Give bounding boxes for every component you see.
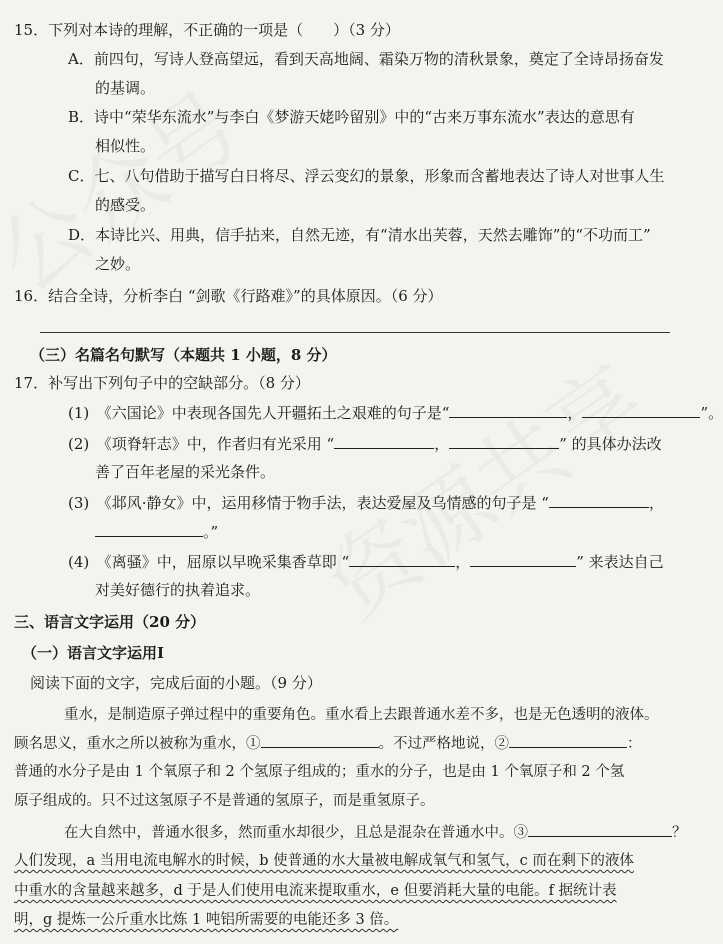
q16-stem: 16．结合全诗，分析李白 “剑歌《行路难》”的具体原因。（6 分） [14, 287, 443, 305]
q15-option-a: A．前四句，写诗人登高望远，看到天高地阔、霜染万物的清秋景象，奠定了全诗昂扬奋发 [68, 50, 664, 68]
close-quote: ”。 [700, 404, 723, 422]
blank-field[interactable] [449, 434, 559, 449]
passage-line: 普通的水分子是由 1 个氧原子和 2 个氢原子组成的；重水的分子，也是由 1 个氧原子和 2 个氢 [14, 764, 625, 780]
watermark [295, 329, 664, 642]
close-quote: 。” [203, 523, 219, 541]
blank-field[interactable] [449, 403, 567, 418]
comma: ， [648, 494, 664, 512]
q17-item-3-text: (3) 《邶风·静女》中，运用移情于物手法，表达爱屋及乌情感的句子是 “ [68, 494, 549, 512]
passage-text: 在大自然中，普通水很多，然而重水却很少，且总是混杂在普通水中。③ [64, 825, 528, 841]
passage-text: 。不过严格地说，② [378, 736, 509, 752]
q15-option-b: B．诗中“荣华东流水”与李白《梦游天姥吟留别》中的“古来万事东流水”表达的意思有 [68, 108, 635, 126]
comma: ， [567, 404, 583, 422]
q17-item-1-text: (1) 《六国论》中表现各国先人开疆拓土之艰难的句子是“ [68, 404, 450, 422]
passage-text: ： [627, 736, 642, 752]
blank-field[interactable] [95, 522, 203, 537]
q17-item-4 [68, 552, 664, 572]
q17-item-3-cont [95, 522, 218, 542]
q17-item-4-text: (4) 《离骚》中，屈原以早晚采集香草即 “ [68, 553, 350, 571]
passage-line: 重水，是制造原子弹过程中的重要角色。重水看上去跟普通水差不多，也是无色透明的液体。 [64, 707, 659, 723]
q15-option-c: C．七、八句借助于描写白日将尽、浮云变幻的景象，形象而含蓄地表达了诗人对世事人生 [68, 167, 665, 185]
q17-item-4-cont: 对美好德行的执着追求。 [95, 581, 261, 599]
blank-field[interactable] [582, 403, 700, 418]
q17-item-2-text: (2) 《项脊轩志》中，作者归有光采用 “ [68, 435, 335, 453]
passage-line [14, 733, 642, 754]
q15-option-a-cont: 的基调。 [95, 79, 156, 97]
subsection-title: （一）语言文字运用I [22, 644, 165, 662]
blank-field[interactable] [334, 434, 434, 449]
q17-stem: 17．补写出下列句子中的空缺部分。（8 分） [14, 374, 310, 392]
q15-option-b-cont: 相似性。 [95, 137, 156, 155]
blank-field[interactable] [349, 552, 455, 567]
section-title: （三）名篇名句默写（本题共 1 小题，8 分） [30, 346, 337, 364]
q17-item-2 [68, 434, 662, 454]
blank-field[interactable] [549, 493, 649, 508]
blank-field[interactable] [470, 552, 576, 567]
q15-stem: 15．下列对本诗的理解，不正确的一项是（ ）（3 分） [14, 21, 400, 39]
comma: ， [434, 435, 450, 453]
instruction: 阅读下面的文字，完成后面的小题。（9 分） [30, 674, 322, 692]
q15-option-d: D．本诗比兴、用典，信手拈来，自然无迹，有“清水出芙蓉，天然去雕饰”的“不功而工” [68, 226, 651, 244]
comma: ， [455, 553, 471, 571]
q15-option-d-cont: 之妙。 [95, 255, 141, 273]
passage-line [64, 822, 687, 843]
passage-text: ？ [672, 825, 687, 841]
q17-item-3 [68, 493, 664, 513]
passage-line: 原子组成的。只不过这氢原子不是普通的氢原子，而是重氢原子。 [14, 793, 435, 809]
q17-item-2-tail: ” 的具体办法改 [559, 435, 662, 453]
passage-text: 顾名思义，重水之所以被称为重水，① [14, 736, 261, 752]
q17-item-1 [68, 403, 723, 423]
q15-option-c-cont: 的感受。 [95, 196, 156, 214]
q17-item-4-tail: ” 来表达自己 [576, 553, 664, 571]
passage-line-underlined: 人们发现，a 当用电流电解水的时候，b 使普通的水大量被电解成氧气和氢气，c 而在剩下的液体 [14, 853, 634, 869]
blank-field[interactable] [509, 733, 627, 748]
blank-field[interactable] [528, 822, 672, 837]
part-title: 三、语言文字运用（20 分） [14, 613, 206, 631]
passage-line-underlined: 中重水的含量越来越多，d 于是人们使用电流来提取重水，e 但要消耗大量的电能。f 据统计表 [14, 883, 617, 899]
q16-answer-line[interactable] [40, 332, 670, 333]
blank-field[interactable] [261, 733, 379, 748]
passage-line-underlined: 明，g 提炼一公斤重水比炼 1 吨铝所需要的电能还多 3 倍。 [14, 912, 399, 928]
q17-item-2-cont: 善了百年老屋的采光条件。 [95, 463, 276, 481]
